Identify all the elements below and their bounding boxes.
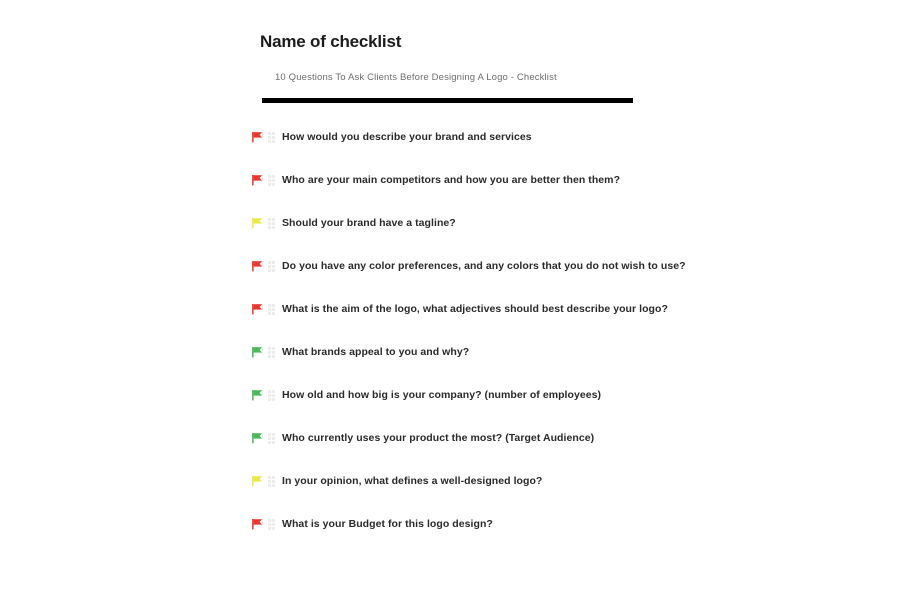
drag-handle-icon[interactable] [268,218,275,229]
checklist-row[interactable] [260,301,900,317]
drag-handle-icon[interactable] [268,132,275,143]
checklist-item-text: Who currently uses your product the most? (Target Audience) [282,432,595,444]
drag-handle-icon[interactable] [268,433,275,444]
drag-handle-icon[interactable] [268,476,275,487]
checklist-row[interactable] [260,172,900,188]
flag-icon[interactable] [250,259,264,273]
checklist-row[interactable] [260,516,900,532]
header-divider [262,98,633,103]
checklist-item-text: How would you describe your brand and services [282,131,532,143]
drag-handle-icon[interactable] [268,175,275,186]
checklist-item-text: How old and how big is your company? (number of employees) [282,389,602,401]
checklist-item-text: Who are your main competitors and how you are better then them? [282,174,621,186]
checklist-row[interactable] [260,344,900,360]
checklist-item-text: Should your brand have a tagline? [282,217,456,229]
checklist-item-text: In your opinion, what defines a well-designed logo? [282,475,543,487]
checklist-row[interactable] [260,258,900,274]
checklist-item-text: What is your Budget for this logo design? [282,518,493,530]
flag-icon[interactable] [250,216,264,230]
flag-icon[interactable] [250,302,264,316]
page-title: Name of checklist [260,32,402,51]
checklist-row[interactable] [260,430,900,446]
drag-handle-icon[interactable] [268,304,275,315]
drag-handle-icon[interactable] [268,261,275,272]
drag-handle-icon[interactable] [268,347,275,358]
checklist-item-text: What is the aim of the logo, what adjectives should best describe your logo? [282,303,668,315]
checklist-item-text: What brands appeal to you and why? [282,346,470,358]
checklist-row[interactable] [260,387,900,403]
flag-icon[interactable] [250,388,264,402]
document-subtitle: 10 Questions To Ask Clients Before Designing A Logo - Checklist [275,72,557,83]
flag-icon[interactable] [250,517,264,531]
checklist-item-text: Do you have any color preferences, and any colors that you do not wish to use? [282,260,686,272]
checklist-row[interactable] [260,473,900,489]
checklist [260,129,900,532]
flag-icon[interactable] [250,345,264,359]
flag-icon[interactable] [250,130,264,144]
flag-icon[interactable] [250,474,264,488]
checklist-row[interactable] [260,129,900,145]
flag-icon[interactable] [250,173,264,187]
document-body [260,0,900,559]
flag-icon[interactable] [250,431,264,445]
checklist-row[interactable] [260,215,900,231]
drag-handle-icon[interactable] [268,390,275,401]
drag-handle-icon[interactable] [268,519,275,530]
